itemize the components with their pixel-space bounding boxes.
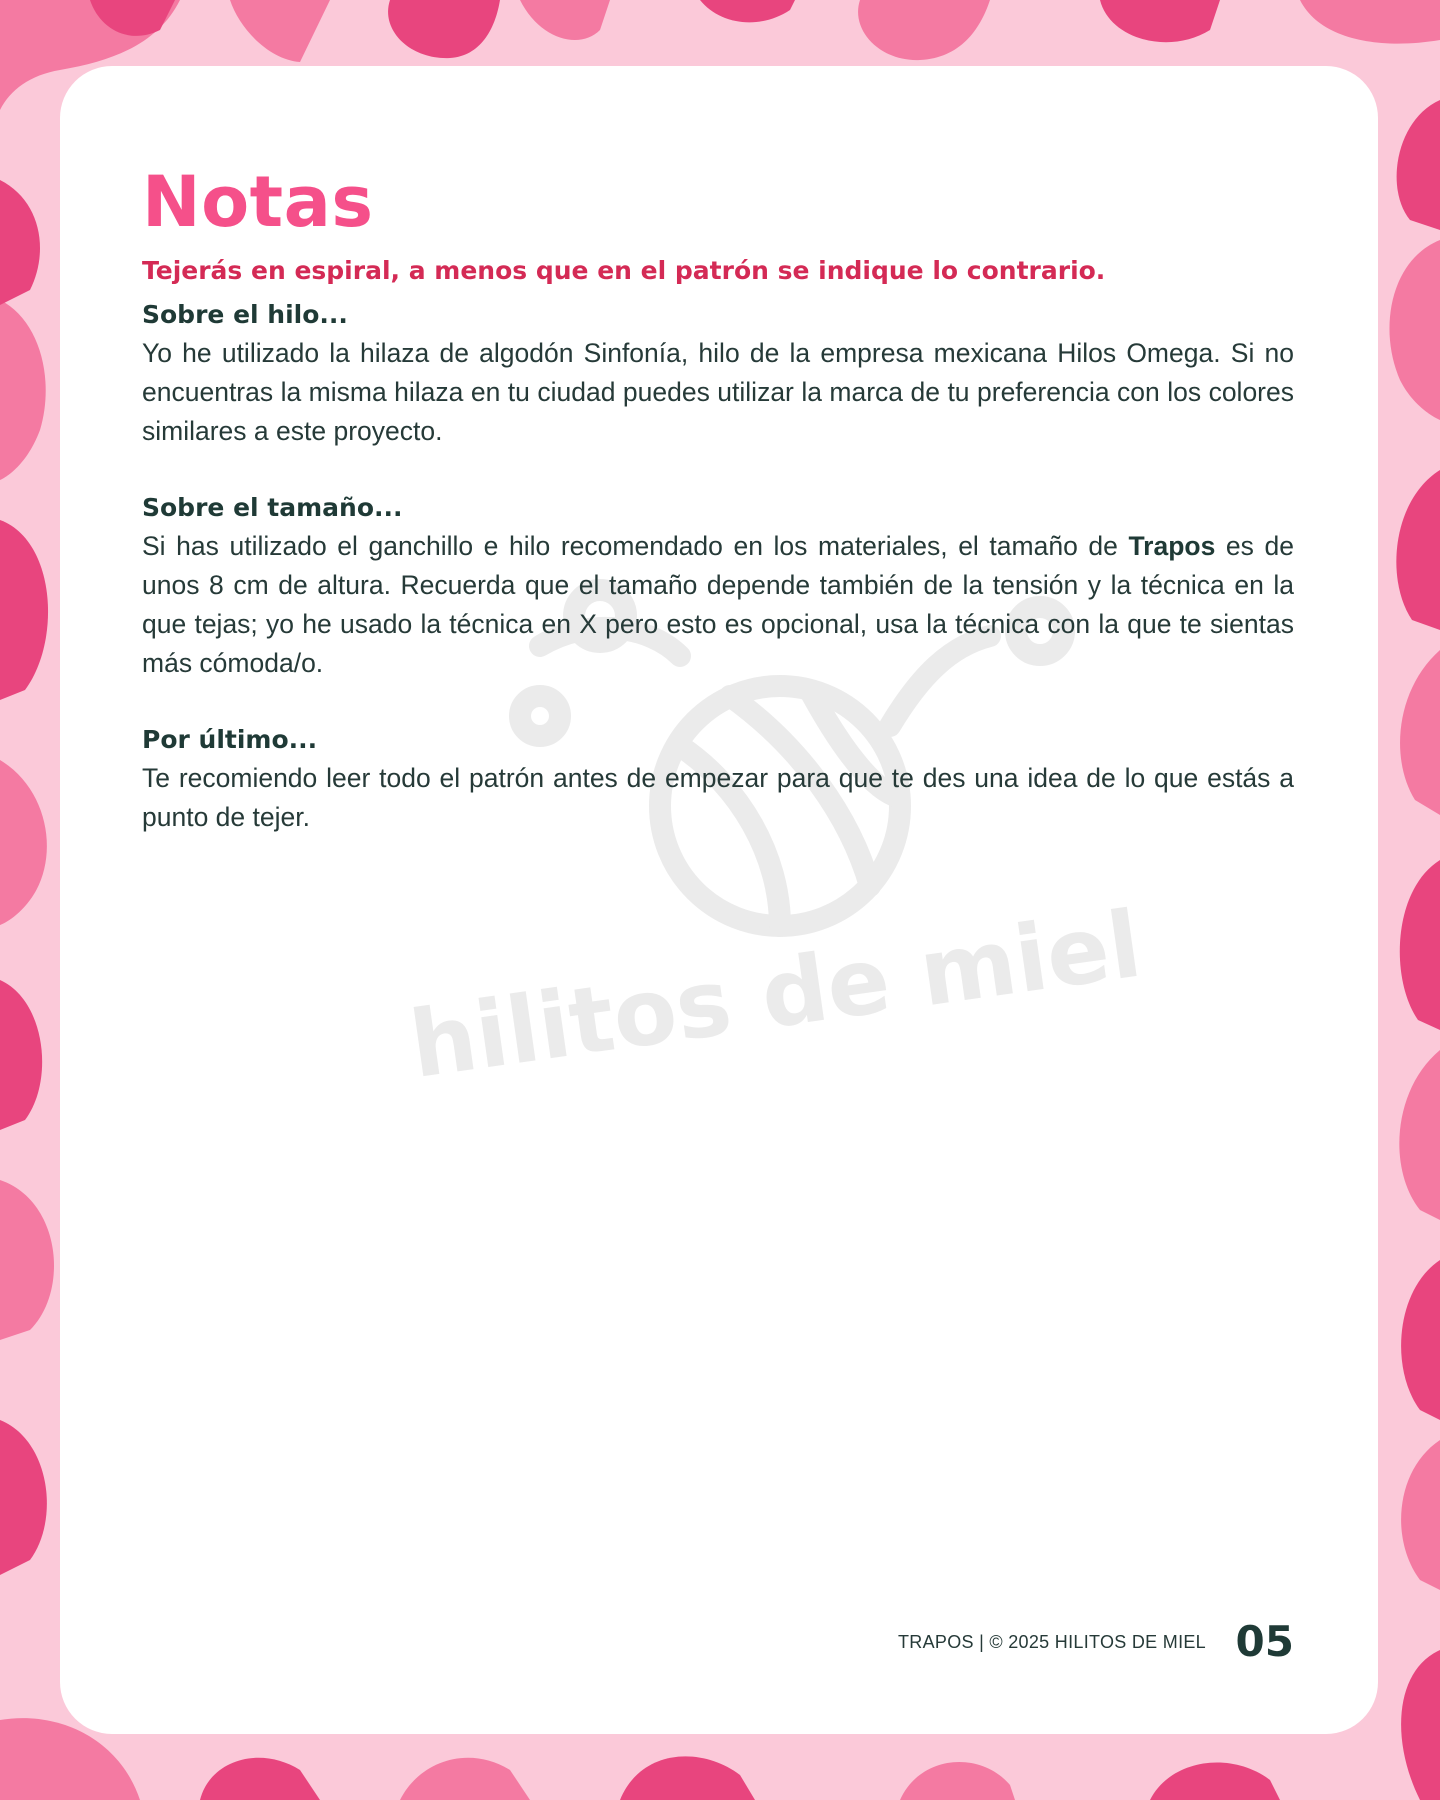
page-title: Notas <box>142 161 374 243</box>
section-body-text: es de unos 8 cm de altura. Recuerda que el tamaño depende también de la tensión y la técnica en la que tejas; yo he usado la técnica en X pero esto es opcional, usa la técnica con la que te sientas más cómoda/o. <box>142 531 1294 678</box>
section-heading: Por último... <box>142 725 318 754</box>
section-body: Te recomiendo leer todo el patrón antes de empezar para que te des una idea de lo que estás a punto de tejer. <box>142 763 1294 832</box>
section-heading: Sobre el hilo... <box>142 300 348 329</box>
page-footer <box>60 1614 1294 1674</box>
section-yarn <box>142 296 1294 451</box>
section-body <box>142 527 1294 683</box>
notes-content <box>142 154 1294 875</box>
section-size <box>142 489 1294 683</box>
notes-card <box>60 66 1378 1734</box>
section-body-text: Si has utilizado el ganchillo e hilo recomendado en los materiales, el tamaño de <box>142 531 1129 561</box>
watermark-text: hilitos de miel <box>403 890 1148 1099</box>
footer-copyright: TRAPOS | © 2025 HILITOS DE MIEL <box>897 1632 1206 1652</box>
product-name: Trapos <box>1128 531 1216 561</box>
section-finally <box>142 721 1294 837</box>
page-number: 05 <box>1235 1617 1294 1666</box>
section-body: Yo he utilizado la hilaza de algodón Sinfonía, hilo de la empresa mexicana Hilos Omega. Si no encuentras la misma hilaza en tu ciudad puedes utilizar la marca de tu preferencia con los colores similares a este proyecto. <box>142 338 1294 446</box>
section-heading: Sobre el tamaño... <box>142 493 403 522</box>
spiral-note: Tejerás en espiral, a menos que en el patrón se indique lo contrario. <box>142 256 1106 285</box>
